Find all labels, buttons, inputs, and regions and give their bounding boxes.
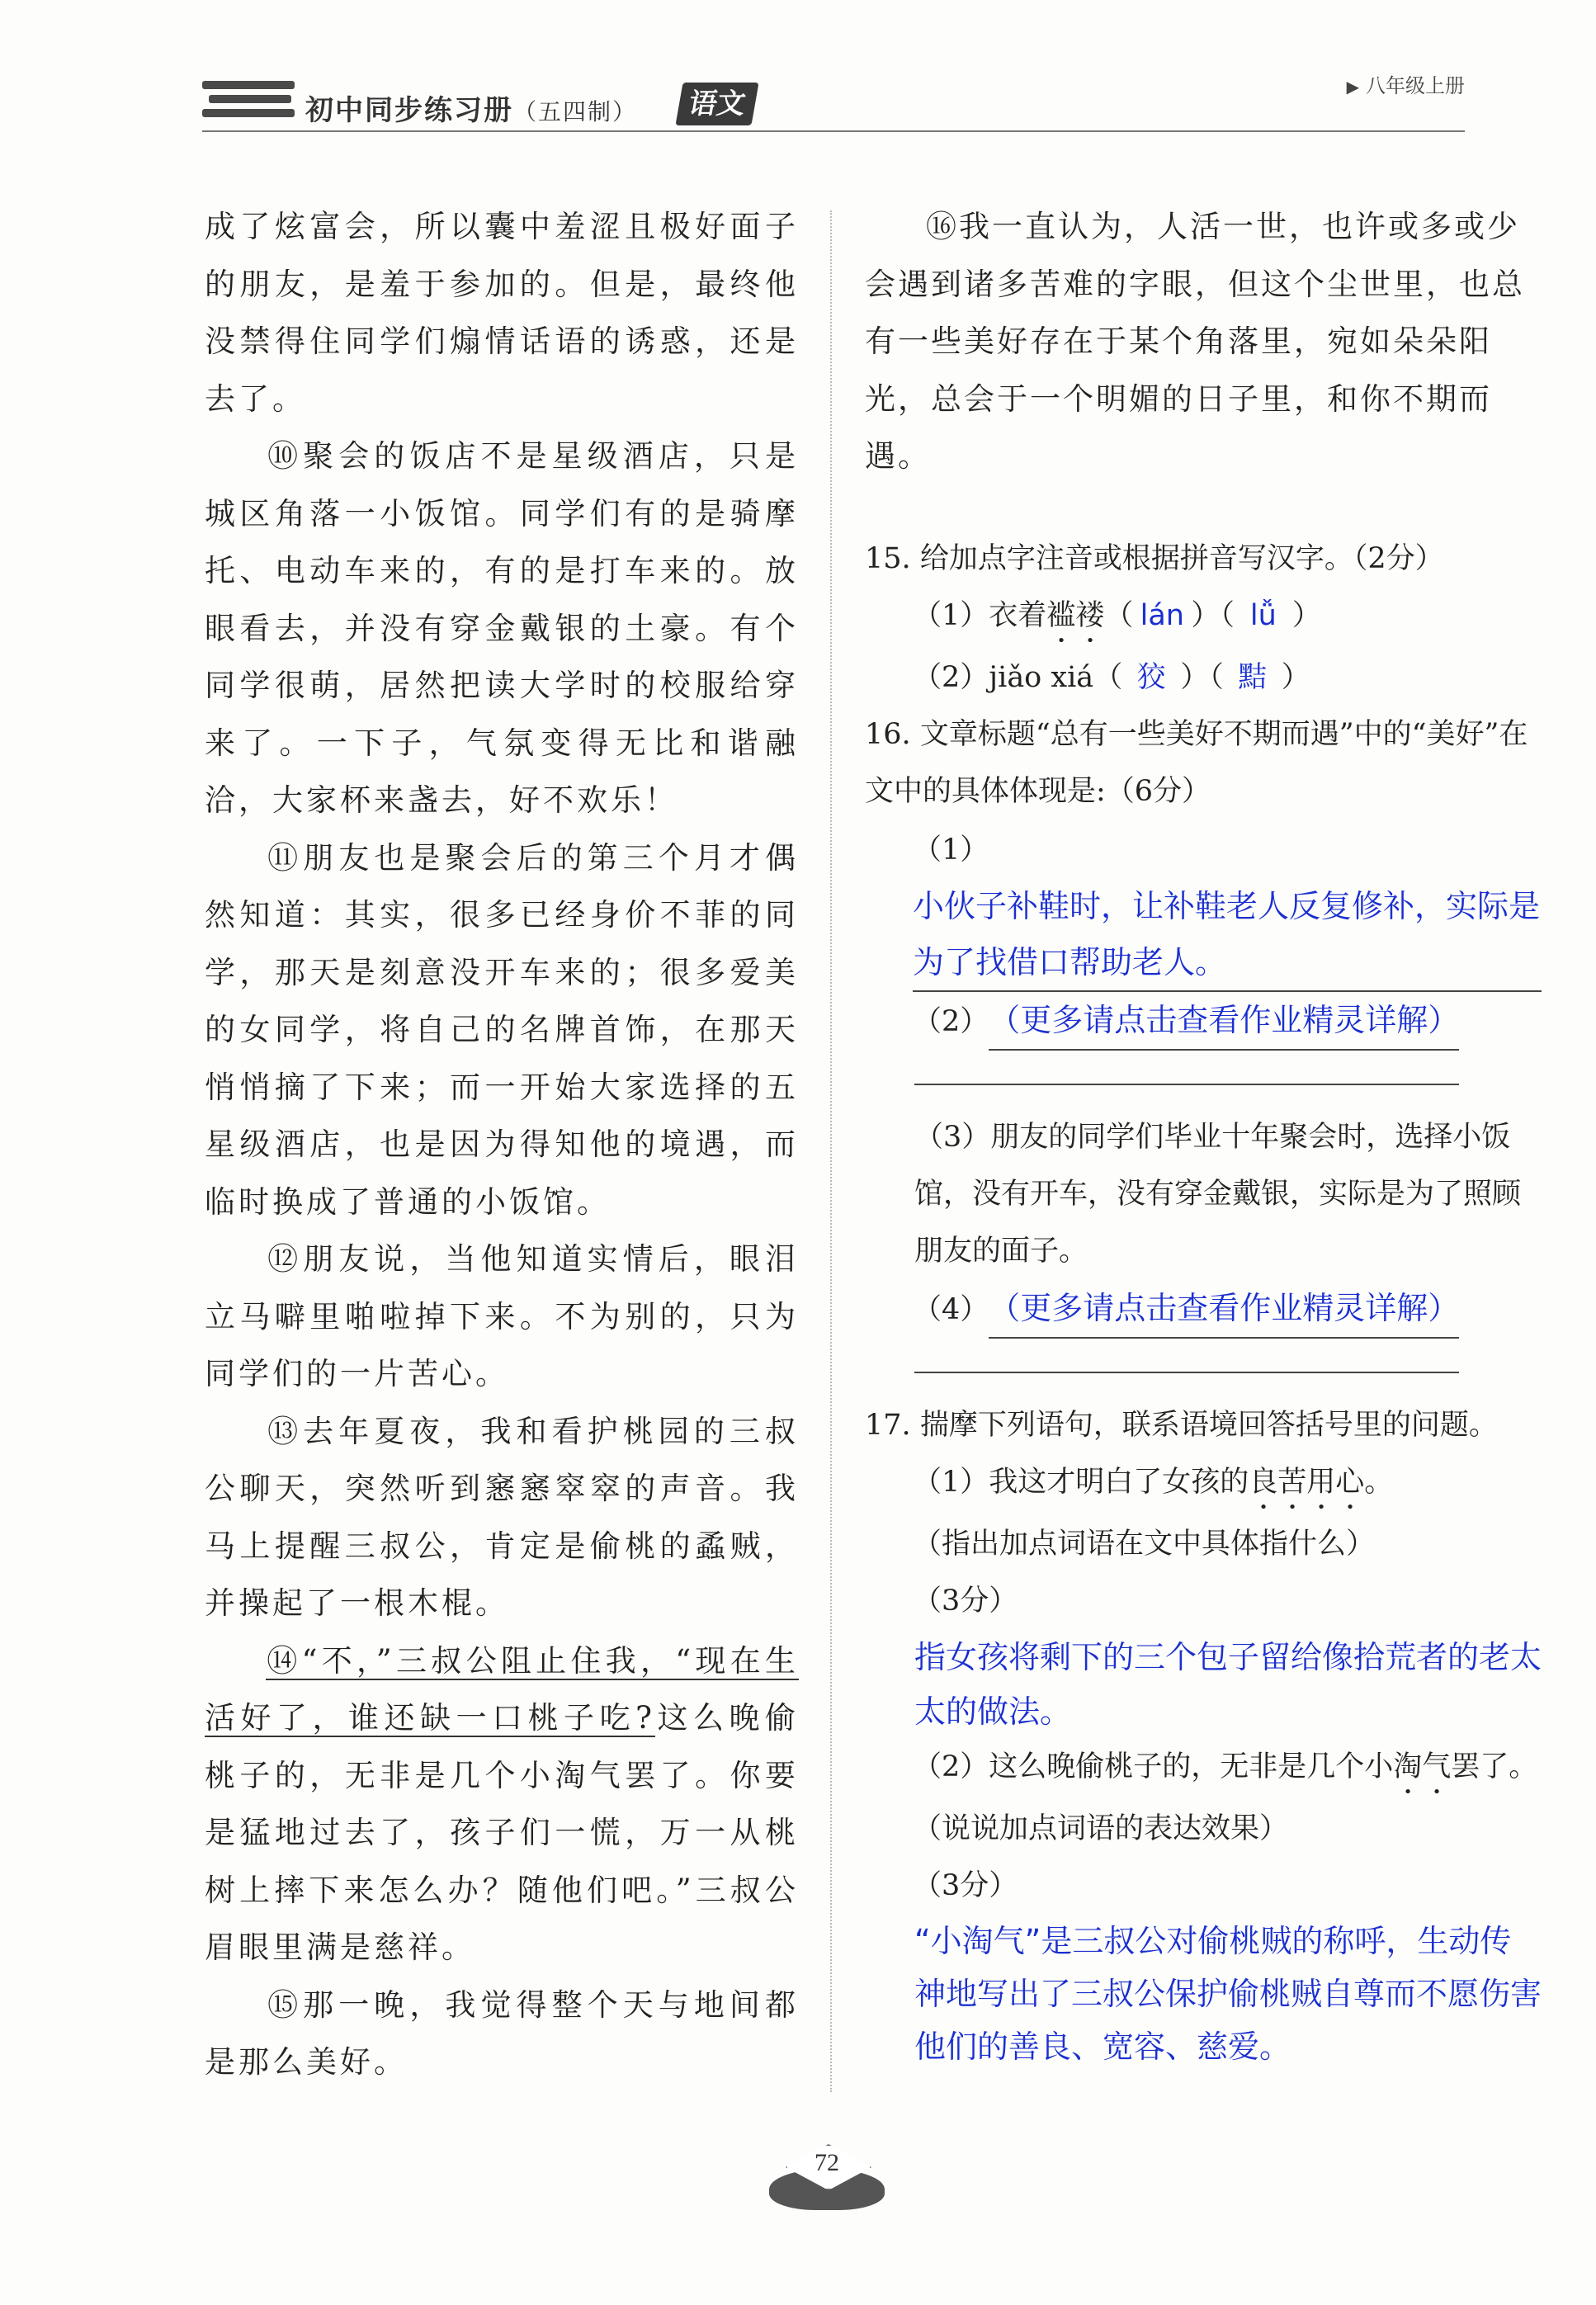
more-details-link[interactable]: （更多请点击查看作业精灵详解）	[989, 992, 1459, 1051]
sentence-end: 。	[1364, 1465, 1394, 1499]
grade-label	[1347, 69, 1465, 98]
questions-right	[865, 198, 1542, 2073]
passage-paragraph-13	[205, 1403, 799, 1632]
book-title	[305, 87, 637, 128]
question-16-answer-4	[865, 1280, 1542, 1339]
item-label: （2）jiǎo xiá	[913, 660, 1094, 694]
answer-blank-line	[914, 1051, 1459, 1085]
header-rule	[202, 130, 1465, 132]
answer-pinyin-1: lán	[1140, 598, 1184, 632]
passage-paragraph-15-text: ⑮那一晚，我觉得整个天与地间都是那么美好。	[205, 1986, 799, 2080]
question-17-sentence-2	[865, 1739, 1542, 1858]
passage-paragraph-13-text: ⑬去年夏夜，我和看护桃园的三叔公聊天，突然听到窸窸窣窣的声音。我马上提醒三叔公，肯定是偷桃的蟊贼，并操起了一根木棍。	[205, 1413, 799, 1621]
question-number: 16.	[865, 717, 911, 751]
page-number	[761, 2144, 893, 2218]
question-text: 揣摩下列语句，联系语境回答括号里的问题。	[919, 1408, 1498, 1442]
item-label: （1）	[913, 833, 989, 867]
sentence-text: （1）我这才明白了女孩的	[913, 1465, 1249, 1499]
handwritten-answer: 小伙子补鞋时，让补鞋老人反复修补，实际是为了找借口帮助老人。	[913, 878, 1542, 992]
page-header	[202, 73, 1465, 147]
answer-pinyin-2: lǚ	[1249, 598, 1277, 632]
dotted-word: 褴褛	[1046, 598, 1105, 632]
more-details-link[interactable]: （更多请点击查看作业精灵详解）	[989, 1280, 1459, 1339]
passage-paragraph-9-end: 成了炫富会，所以囊中羞涩且极好面子的朋友，是羞于参加的。但是，最终他没禁得住同学们煽情话语的诱惑，还是去了。	[205, 209, 799, 417]
question-17-score-1: （3分）	[913, 1584, 1018, 1618]
question-17	[865, 1397, 1542, 2073]
passage-paragraph-16-text: ⑯我一直认为，人活一世，也许或多或少会遇到诸多苦难的字眼，但这个尘世里，也总有一些美好存在于某个角落里，宛如朵朵阳光，总会于一个明媚的日子里，和你不期而遇。	[865, 209, 1525, 474]
reading-passage-left	[205, 198, 799, 2091]
question-17-stem	[865, 1397, 1542, 1454]
passage-paragraph-14-text: 这么晚偷桃子的，无非是几个小淘气罢了。你要是猛地过去了，孩子们一慌，万一从桃树上摔下来怎么办？随他们吧。”三叔公眉眼里满是慈祥。	[205, 1700, 800, 1965]
answer-char-1: 狡	[1136, 660, 1166, 694]
answer-char-2: 黠	[1238, 660, 1268, 694]
header-stripes-icon	[202, 81, 301, 143]
question-number: 15.	[865, 541, 911, 575]
book-edition: （五四制）	[513, 98, 638, 125]
question-text: 文章标题“总有一些美好不期而遇”中的“美好”在文中的具体体现是:（6分）	[865, 717, 1528, 808]
passage-paragraph-12	[205, 1230, 799, 1403]
passage-paragraph-15	[205, 1977, 799, 2091]
question-17-score-2: （3分）	[913, 1868, 1018, 1902]
sentence-end: 罢了。（说说加点词语的表达效果）	[913, 1750, 1538, 1845]
triangle-right-icon: ▶	[1346, 78, 1359, 97]
question-text: 给加点字注音或根据拼音写汉字。（2分）	[919, 541, 1444, 575]
passage-paragraph-11	[205, 829, 799, 1231]
answer-blank-line	[914, 1339, 1459, 1373]
dotted-word: 淘气	[1393, 1750, 1452, 1783]
passage-paragraph-14	[205, 1632, 799, 1977]
grade-text: 八年级上册	[1366, 75, 1465, 97]
question-16	[865, 706, 1542, 1373]
question-16-stem	[865, 706, 1542, 820]
passage-paragraph-11-text: ⑪朋友也是聚会后的第三个月才偶然知道：其实，很多已经身价不菲的同学，那天是刻意没开车来的；很多爱美的女同学，将自己的名牌首饰，在那天悄悄摘了下来；而一开始大家选择的五星级酒店，也是因为得知他的境遇，而临时换成了普通的小饭馆。	[205, 839, 799, 1220]
question-17-answer-2: “小淘气”是三叔公对偷桃贼的称呼，生动传神地写出了三叔公保护偷桃贼自尊而不愿伤害他们的善良、宽容、慈爱。	[914, 1922, 1542, 2065]
item-label: （1）衣着	[913, 598, 1047, 632]
question-15	[865, 531, 1542, 706]
item-label: （2）	[913, 1004, 989, 1038]
sentence-text: （2）这么晚偷桃子的，无非是几个小	[913, 1750, 1394, 1783]
underlined-sentence: ⑭“不，”三叔公阻止住我，“现在生活好了，谁还缺一口桃子吃?	[205, 1642, 799, 1736]
page-number-text: 72	[815, 2149, 839, 2176]
question-15-item-1: （1）衣着褴褛（ lán ）（ lǚ ）	[865, 588, 1542, 649]
question-17-note-1: （指出加点词语在文中具体指什么）	[913, 1527, 1376, 1561]
subject-badge: 语文	[675, 83, 758, 125]
passage-paragraph-16	[865, 198, 1542, 485]
passage-paragraph-10	[205, 427, 799, 829]
question-17-answer-1: 指女孩将剩下的三个包子留给像拾荒者的老太太的做法。	[914, 1638, 1542, 1730]
question-number: 17.	[865, 1408, 911, 1442]
book-title-text: 初中同步练习册	[305, 94, 513, 127]
question-16-answer-1	[865, 820, 1542, 992]
passage-paragraph-10-text: ⑩聚会的饭店不是星级酒店，只是城区角落一小饭馆。同学们有的是骑摩托、电动车来的，有的是打车来的。放眼看去，并没有穿金戴银的土豪。有个同学很萌，居然把读大学时的校服给穿来了。一下子，气氛变得无比和谐融洽，大家杯来盏去，好不欢乐！	[205, 438, 799, 818]
question-16-answer-3: （3）朋友的同学们毕业十年聚会时，选择小饭馆，没有开车，没有穿金戴银，实际是为了照顾朋友的面子。	[914, 1120, 1522, 1268]
column-divider	[830, 210, 832, 2092]
question-15-stem	[865, 531, 1542, 588]
dotted-word: 良苦用心	[1249, 1465, 1365, 1499]
question-15-item-2: （2）jiǎo xiá（ 狡 ）（ 黠 ）	[865, 649, 1542, 706]
question-16-answer-2	[865, 992, 1542, 1051]
passage-paragraph-12-text: ⑫朋友说，当他知道实情后，眼泪立马噼里啪啦掉下来。不为别的，只为同学们的一片苦心。	[205, 1241, 799, 1391]
item-label: （4）	[913, 1292, 989, 1326]
question-17-sentence-1	[865, 1454, 1542, 1516]
